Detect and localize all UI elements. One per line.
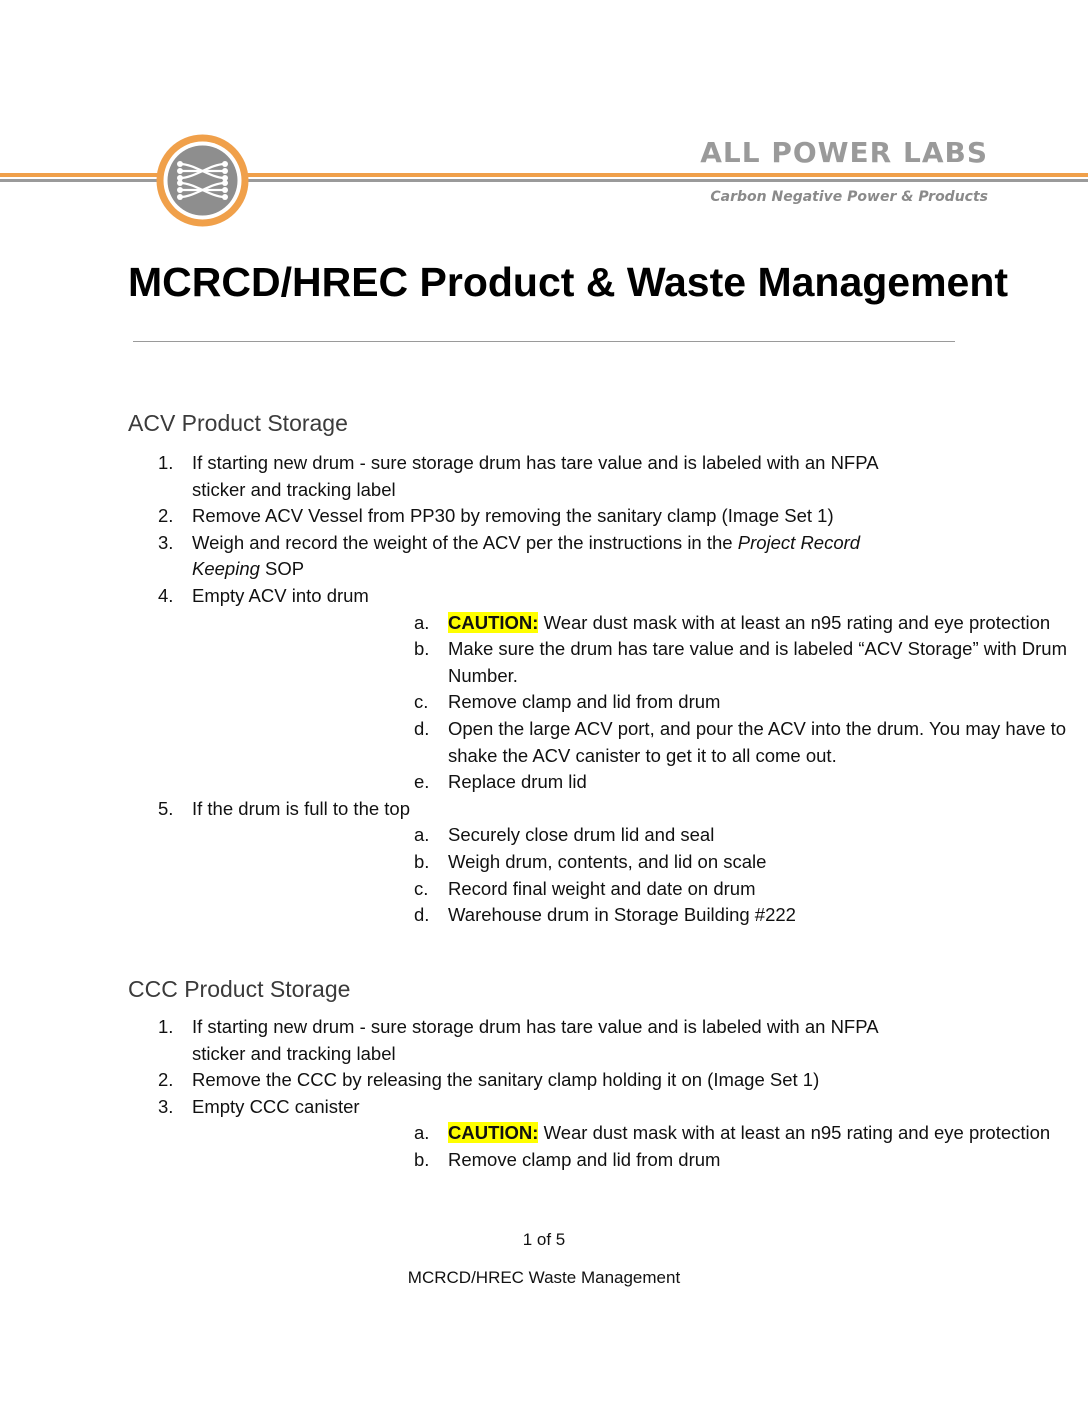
step-text [192, 556, 1088, 583]
substep-text: Make sure the drum has tare value and is labeled “ACV Storage” with Drum [448, 638, 1068, 660]
step-marker: 3. [158, 1095, 174, 1117]
caution-text: Wear dust mask with at least an n95 rating and eye protection [538, 1122, 1051, 1144]
step-marker: 3. [158, 531, 174, 553]
step-text: Empty CCC canister [192, 1095, 360, 1117]
brand-tagline: Carbon Negative Power & Products [710, 189, 988, 205]
caution-label: CAUTION: [448, 1122, 539, 1144]
substep-text: Warehouse drum in Storage Building #222 [448, 904, 796, 926]
acv-step-4 [0, 583, 1088, 796]
brand-name: ALL POWER LABS [700, 136, 988, 169]
acv-step-5d [192, 902, 1088, 929]
step-text: Remove the CCC by releasing the sanitary clamp holding it on (Image Set 1) [192, 1069, 820, 1091]
title-divider [133, 341, 955, 342]
substep-marker: c. [414, 877, 429, 899]
acv-step-5a [192, 822, 1088, 849]
all-power-labs-logo-icon [155, 133, 250, 228]
substep-text: Record final weight and date on drum [448, 877, 756, 899]
step-text: If starting new drum - sure storage drum has tare value and is labeled with an NFPA [192, 1016, 879, 1037]
substep-text: shake the ACV canister to get it to all come out. [448, 744, 837, 766]
acv-step-5 [0, 796, 1088, 929]
substep-marker: e. [414, 771, 430, 793]
substep-marker: a. [414, 611, 430, 633]
acv-step-4-substeps [192, 610, 1088, 796]
substep-marker: b. [414, 638, 430, 660]
acv-step-3 [0, 530, 1088, 583]
step-text: If the drum is full to the top [192, 797, 410, 819]
ccc-step-2 [0, 1067, 1088, 1094]
substep-marker: a. [414, 824, 430, 846]
step-marker: 1. [158, 452, 174, 473]
caution-label: CAUTION: [448, 611, 539, 633]
acv-step-4d [192, 716, 1088, 769]
section-heading-acv: ACV Product Storage [128, 410, 348, 436]
ccc-step-3 [0, 1094, 1088, 1174]
substep-marker: c. [414, 691, 429, 713]
caution-text: Wear dust mask with at least an n95 rating and eye protection [538, 611, 1051, 633]
step-text-emphasis: Keeping [192, 558, 260, 580]
substep-marker: d. [414, 717, 430, 739]
step-marker: 2. [158, 1069, 174, 1091]
ccc-step-3a [192, 1120, 1088, 1147]
step-text: sticker and tracking label [192, 1042, 396, 1064]
acv-step-4a [192, 610, 1088, 637]
substep-text: Securely close drum lid and seal [448, 824, 715, 846]
ccc-step-3b [192, 1147, 1088, 1174]
page-number: 1 of 5 [522, 1230, 566, 1249]
acv-step-4e [192, 769, 1088, 796]
substep-text [448, 1120, 1088, 1147]
acv-step-2 [0, 503, 1088, 530]
step-text: Empty ACV into drum [192, 584, 369, 606]
substep-marker: a. [414, 1122, 430, 1144]
acv-step-4b [192, 636, 1088, 689]
acv-step-5-substeps [192, 822, 1088, 928]
footer-document-name: MCRCD/HREC Waste Management [407, 1268, 681, 1287]
section-heading-ccc: CCC Product Storage [128, 976, 351, 1002]
substep-text: Number. [448, 664, 518, 686]
substep-text: Weigh drum, contents, and lid on scale [448, 850, 767, 872]
substep-marker: b. [414, 1148, 430, 1170]
page-title: MCRCD/HREC Product & Waste Management [128, 259, 1009, 305]
substep-marker: d. [414, 904, 430, 926]
step-text: If starting new drum - sure storage drum has tare value and is labeled with an NFPA [192, 452, 879, 473]
acv-step-4c [192, 689, 1088, 716]
substep-text: Remove clamp and lid from drum [448, 1148, 721, 1170]
substep-text: Remove clamp and lid from drum [448, 691, 721, 713]
ccc-steps-list [0, 1014, 1088, 1174]
acv-step-5b [192, 849, 1088, 876]
ccc-step-1 [0, 1014, 1088, 1067]
substep-marker: b. [414, 850, 430, 872]
substep-text [448, 610, 1088, 637]
ccc-step-3-substeps [192, 1120, 1088, 1173]
step-marker: 2. [158, 505, 174, 527]
step-text-emphasis: Project Record [737, 531, 861, 553]
acv-step-1 [0, 450, 1088, 503]
substep-text: Replace drum lid [448, 771, 587, 793]
step-text-plain: SOP [259, 558, 305, 580]
step-marker: 4. [158, 584, 174, 606]
step-text: sticker and tracking label [192, 478, 396, 500]
step-marker: 5. [158, 797, 174, 819]
step-marker: 1. [158, 1016, 174, 1037]
step-text [192, 530, 1088, 557]
substep-text: Open the large ACV port, and pour the ACV into the drum. You may have to [448, 717, 1067, 739]
step-text-plain: Weigh and record the weight of the ACV per the instructions in the [192, 531, 738, 553]
step-text: Remove ACV Vessel from PP30 by removing the sanitary clamp (Image Set 1) [192, 505, 834, 527]
acv-steps-list [0, 450, 1088, 929]
acv-step-5c [192, 876, 1088, 903]
